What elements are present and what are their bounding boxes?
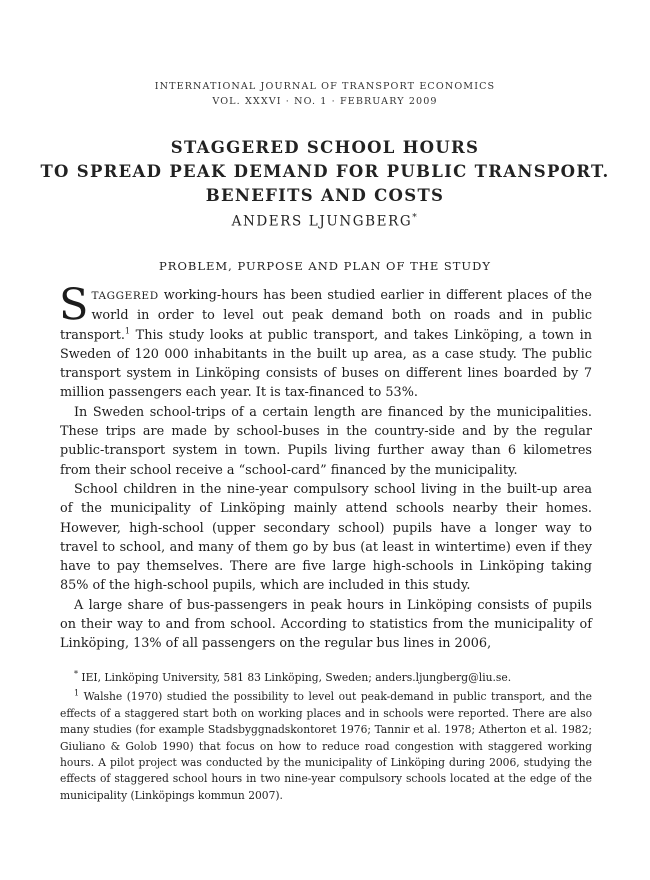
footnote-star-text: IEI, Linköping University, 581 83 Linköping, Sweden; anders.ljungberg@liu.se. <box>78 671 512 684</box>
paragraph-1 <box>59 280 592 403</box>
footnote-1 <box>60 689 592 804</box>
article-title <box>0 136 650 208</box>
small-caps-lead: TAGGERED <box>91 290 159 302</box>
author-name: ANDERS LJUNGBERG <box>231 213 413 230</box>
paragraph-2: In Sweden school-trips of a certain length are financed by the municipalities. These trips are made by school-buses in the country-side and by the regular public-transport system in town. Pupils living further away than 6 kilometres from their school receive a “school-card” financed by the municipality. <box>60 404 592 478</box>
issue-info: VOL. XXXVI · NO. 1 · FEBRUARY 2009 <box>212 96 438 107</box>
author-line <box>0 213 650 230</box>
title-line-2: TO SPREAD PEAK DEMAND FOR PUBLIC TRANSPORT. <box>40 162 610 181</box>
title-line-3: BENEFITS AND COSTS <box>205 186 445 205</box>
footnote-1-text: Walshe (1970) studied the possibility to level out peak-demand in public transport, and the effects of a staggered start both on working places and in schools were reported. There are also many studies (for example Stadsbyggnadskontoret 1976; Tannir et al. 1978; Atherton et al. 1982; Giuliano & Golob 1990) that focus on how to reduce road congestion with staggered working hours. A pilot project was conducted by the municipality of Linköping during 2006, studying the effects of staggered school hours in two nine-year compulsory schools located at the edge of the municipality (Linköpings kommun 2007). <box>60 690 592 802</box>
paragraph-3: School children in the nine-year compulsory school living in the built-up area of the municipality of Linköping mainly attend schools nearby their homes. However, high-school (upper secondary school) pupils have a longer way to travel to school, and many of them go by bus (at least in wintertime) even if they have to pay themselves. There are five large high-schools in Linköping taking 85% of the high-school pupils, which are included in this study. <box>60 481 592 594</box>
footnote-ref-1: 1 <box>124 326 131 336</box>
author-footnote-mark: * <box>412 213 419 223</box>
footnote-author <box>60 670 592 686</box>
drop-cap: S <box>59 280 89 330</box>
paragraph-4: A large share of bus-passengers in peak hours in Linköping consists of pupils on their way to and from school. According to statistics from the municipality of Linköping, 13% of all passengers on the regular bus lines in 2006, <box>60 597 592 652</box>
footnotes <box>60 670 592 807</box>
paragraph-1-text-b: This study looks at public transport, and takes Linköping, a town in Sweden of 120 000 inhabitants in the built up area, as a case study. The public transport system in Linköping consists of buses on different lines boarded by 7 million passengers each year. It is tax-financed to 53%. <box>60 327 592 401</box>
running-head <box>0 79 650 109</box>
footnote-1-mark: 1 <box>74 688 80 698</box>
title-line-1: STAGGERED SCHOOL HOURS <box>170 138 480 157</box>
footnote-star-mark: * <box>74 669 78 679</box>
section-heading: PROBLEM, PURPOSE AND PLAN OF THE STUDY <box>159 259 491 273</box>
paragraph-1-text-a: working-hours has been studied earlier in different places of the world in order to level out peak demand both on roads and in public transport. <box>60 288 592 343</box>
journal-name: INTERNATIONAL JOURNAL OF TRANSPORT ECONOMICS <box>154 81 496 92</box>
body-text <box>59 280 592 654</box>
